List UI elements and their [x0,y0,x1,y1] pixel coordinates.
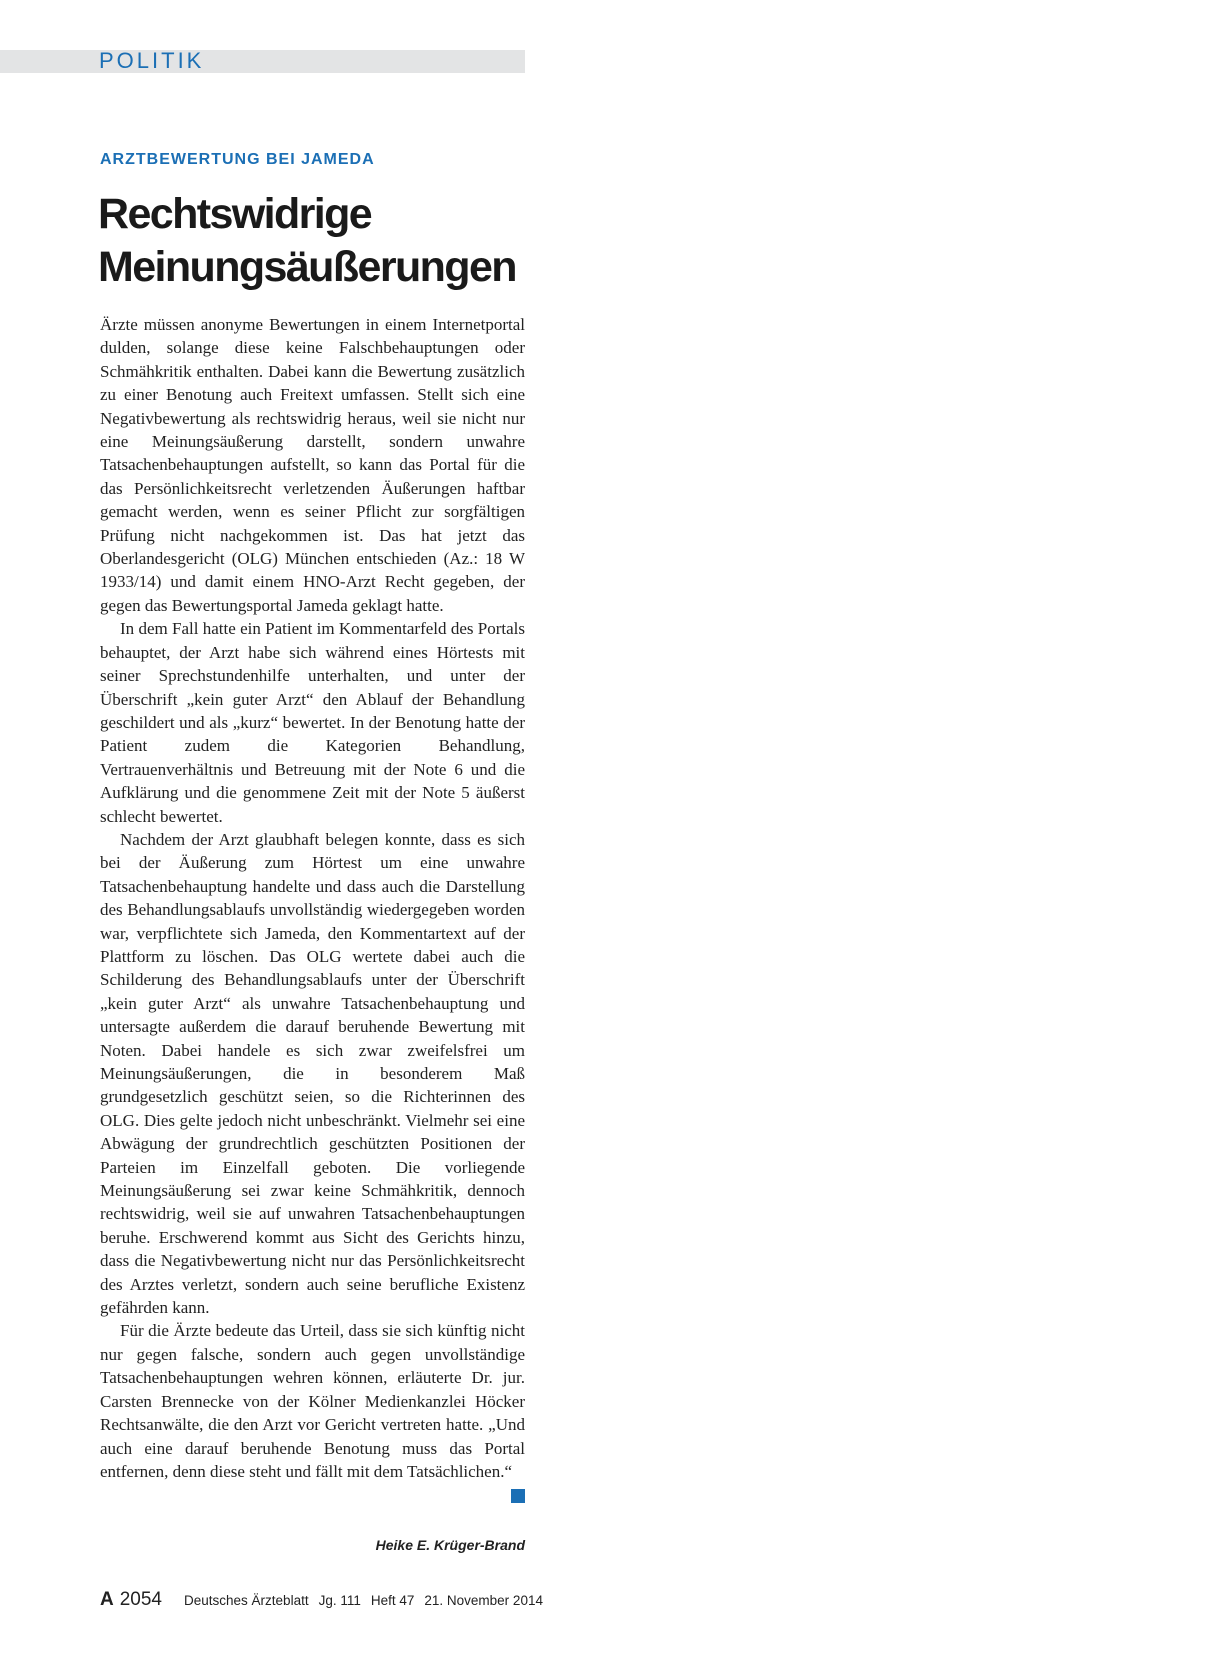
footer-journal: Deutsches Ärzteblatt [184,1593,309,1608]
body-paragraph-2: In dem Fall hatte ein Patient im Kommentarfeld des Portals behauptet, der Arzt habe sich während eines Hörtests mit seiner Sprechstundenhilfe unterhalten, und unter der Überschrift „kein guter Arzt“ den Ablauf der Behandlung geschildert und als „kurz“ bewertet. In der Benotung hatte der Patient zudem die Kategorien Behandlung, Vertrauenverhältnis und Betreuung mit der Note 6 und die Aufklärung und die genommene Zeit mit der Note 5 äußerst schlecht bewertet. [100,619,525,826]
footer-volume: Jg. 111 [318,1593,361,1608]
body-paragraph-4 [100,1319,525,1483]
body-paragraph-3: Nachdem der Arzt glaubhaft belegen konnte, dass es sich bei der Äußerung zum Hörtest um eine unwahre Tatsachenbehauptung handelte und dass auch die Darstellung des Behandlungsablaufs unvollständig wiedergegeben worden war, verpflichtete sich Jameda, den Kommentartext auf der Plattform zu löschen. Das OLG wertete dabei auch die Schilderung des Behandlungsablaufs unter der Überschrift „kein guter Arzt“ als unwahre Tatsachenbehauptung und untersagte außerdem die darauf beruhende Bewertung mit Noten. Dabei handele es sich zwar zweifelsfrei um Meinungsäußerungen, die in besonderem Maß grundgesetzlich geschützt seien, so die Richterinnen des OLG. Dies gelte jedoch nicht unbeschränkt. Vielmehr sei eine Abwägung der grundrechtlich geschützten Positionen der Parteien im Einzelfall geboten. Die vorliegende Meinungsäußerung sei zwar keine Schmähkritik, dennoch rechtswidrig, weil sie auf unwahren Tatsachenbehauptungen beruhe. Erschwerend kommt aus Sicht des Gerichts hinzu, dass die Negativbewertung nicht nur das Persönlichkeitsrecht des Arztes verletzt, sondern auch seine berufliche Existenz gefährden kann. [100,829,525,1318]
end-of-article-mark [511,1489,525,1503]
footer-issue: Heft 47 [370,1593,415,1608]
page-footer [100,1588,543,1611]
section-header-bar [0,50,525,73]
body-paragraph-4-text: Für die Ärzte bedeute das Urteil, dass sie sich künftig nicht nur gegen falsche, sondern auch gegen unvollständige Tatsachenbehauptungen wehren können, erläuterte Dr. jur. Carsten Brennecke von der Kölner Medienkanzlei Höcker Rechtsanwälte, die den Arzt vor Gericht vertreten hatte. „Und auch eine darauf beruhende Benotung muss das Portal entfernen, denn diese steht und fällt mit dem Tatsächlichen.“ [100,1321,525,1481]
footer-edition: A [100,1589,114,1610]
footer-date: 21. November 2014 [424,1593,543,1608]
body-paragraph-1: Ärzte müssen anonyme Bewertungen in einem Internetportal dulden, solange diese keine Falschbehauptungen oder Schmähkritik enthalten. Dabei kann die Bewertung zusätzlich zu einer Benotung auch Freitext umfassen. Stellt sich eine Negativbewertung als rechtswidrig heraus, weil sie nicht nur eine Meinungsäußerung darstellt, sondern unwahre Tatsachenbehauptungen aufstellt, so kann das Portal für die das Persönlichkeitsrecht verletzenden Äußerungen haftbar gemacht werden, wenn es seiner Pflicht zur sorgfältigen Prüfung nicht nachgekommen ist. Das hat jetzt das Oberlandesgericht (OLG) München entschieden (Az.: 18 W 1933/14) und damit einem HNO-Arzt Recht gegeben, der gegen das Bewertungsportal Jameda geklagt hatte. [100,315,525,615]
article-kicker: ARZTBEWERTUNG BEI JAMEDA [100,151,375,168]
footer-page-number: 2054 [119,1589,163,1610]
headline-line-2: Meinungsäußerungen [98,243,516,291]
section-label: POLITIK [99,48,205,73]
author-byline: Heike E. Krüger-Brand [375,1537,525,1553]
article-headline [98,188,538,294]
headline-line-1: Rechtswidrige [98,190,372,238]
article-body [100,313,525,1503]
